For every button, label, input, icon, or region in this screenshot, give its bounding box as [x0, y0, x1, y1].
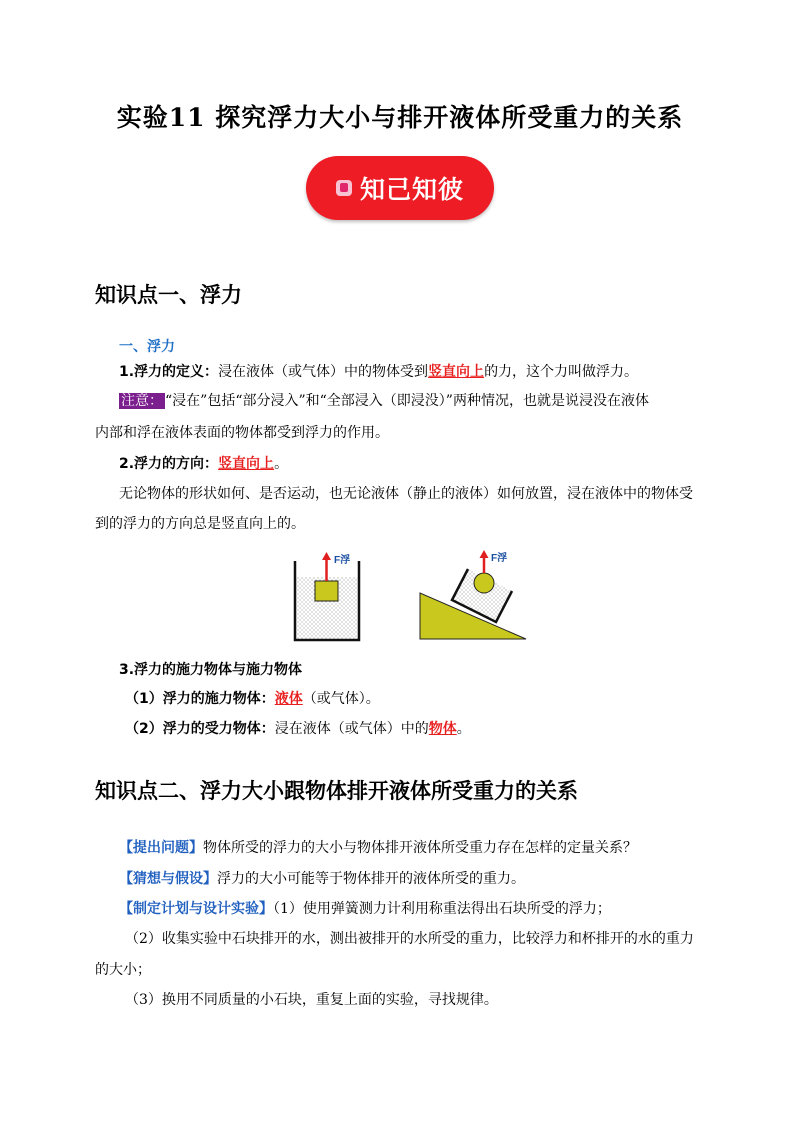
force-source-item1: （1）浮力的施力物体：液体（或气体）。: [125, 691, 380, 707]
bookmark-icon: [336, 180, 352, 196]
badge-label: 知己知彼: [359, 175, 464, 204]
note-line2: 内部和浮在液体表面的物体都受到浮力的作用。: [95, 425, 389, 441]
page-title: 实验11 探究浮力大小与排开液体所受重力的关系: [116, 103, 684, 132]
force-label-2: F浮: [491, 553, 508, 564]
floating-block: [315, 581, 338, 601]
step2-line1: （2）收集实验中石块排开的水，测出被排开的水所受的重力，比较浮力和杯排开的水的重力: [125, 931, 694, 947]
force-source-item2: （2）浮力的受力物体：浸在液体（或气体）中的物体。: [125, 721, 471, 737]
zhiji-badge: [306, 156, 494, 220]
force-label-1: F浮: [334, 555, 351, 566]
buoyancy-definition: 1.浮力的定义：浸在液体（或气体）中的物体受到竖直向上的力，这个力叫做浮力。: [119, 364, 639, 380]
direction-explanation-line2: 到的浮力的方向总是竖直向上的。: [95, 516, 305, 532]
buoyancy-direction-figure: [287, 547, 537, 643]
direction-explanation-line1: 无论物体的形状如何、是否运动，也无论液体（静止的液体）如何放置，浸在液体中的物体受: [119, 486, 693, 502]
question-line: 【提出问题】物体所受的浮力的大小与物体排开液体所受重力存在怎样的定量关系？: [119, 840, 637, 856]
section1-heading: 知识点一、浮力: [95, 283, 242, 307]
section1-subheading: 一、浮力: [119, 339, 175, 355]
buoyancy-direction: 2.浮力的方向：竖直向上。: [119, 456, 289, 472]
note-label: 注意：: [121, 393, 163, 409]
section2-heading: 知识点二、浮力大小跟物体排开液体所受重力的关系: [95, 779, 578, 803]
floating-ball: [474, 573, 494, 593]
hypothesis-line: 【猜想与假设】浮力的大小可能等于物体排开的液体所受的重力。: [119, 871, 525, 887]
note-line1: 注意： “浸在”包括“部分浸入”和“全部浸入（即浸没）”两种情况，也就是说浸没在液体: [121, 393, 649, 409]
step2-line2: 的大小；: [95, 962, 151, 978]
plan-line: 【制定计划与设计实验】（1）使用弹簧测力计利用称重法得出石块所受的浮力；: [119, 901, 611, 917]
force-source-heading: 3.浮力的施力物体与施力物体: [119, 662, 303, 678]
step3-line: （3）换用不同质量的小石块，重复上面的实验，寻找规律。: [125, 992, 498, 1008]
